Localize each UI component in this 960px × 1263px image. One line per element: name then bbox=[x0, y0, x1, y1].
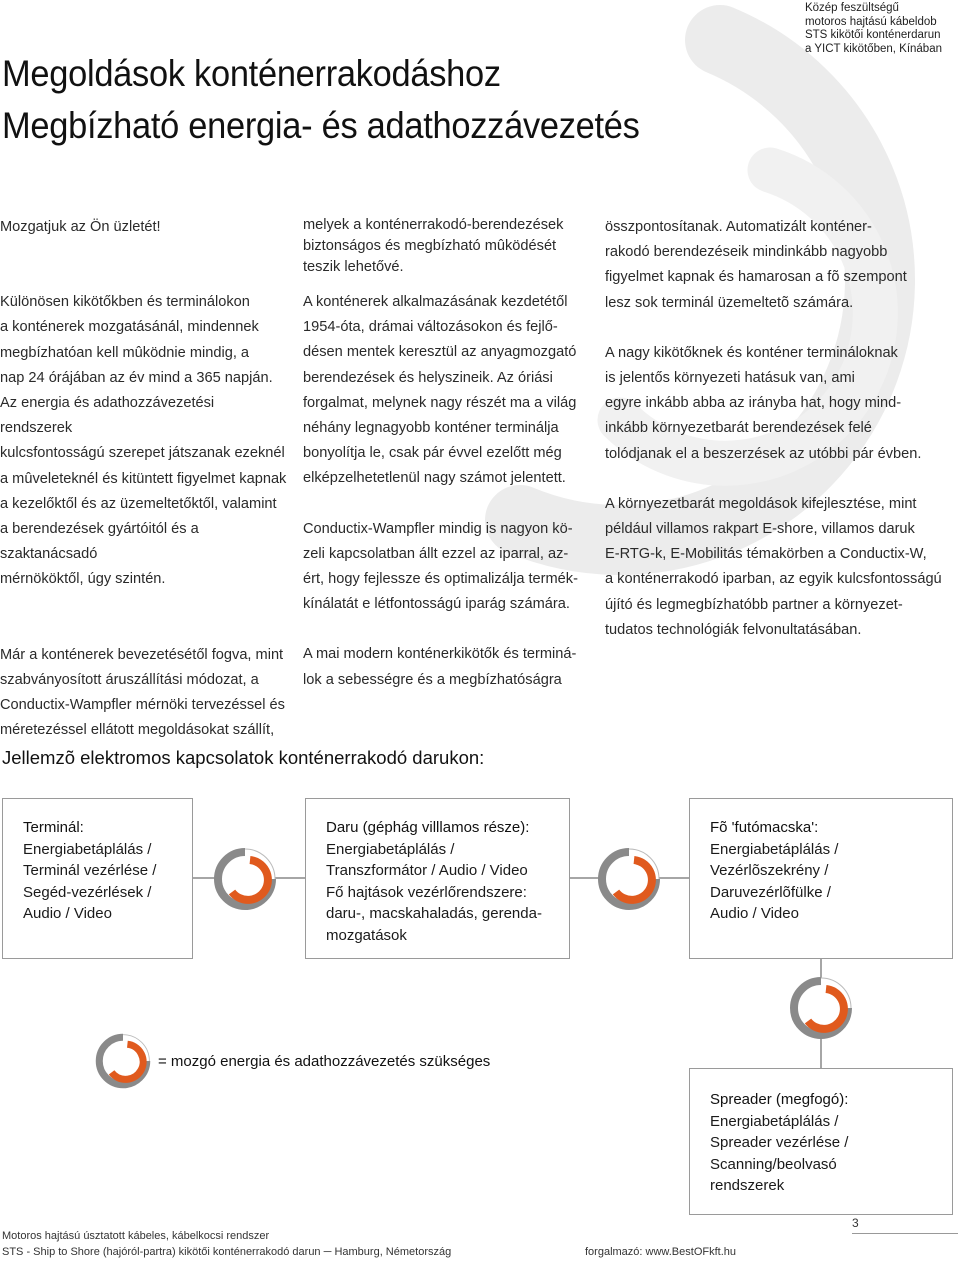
box-title: Daru (géphág villlamos része): bbox=[326, 819, 530, 836]
paragraph-line: tolódjanak el a beszerzések az utóbbi pár évben. bbox=[605, 445, 922, 462]
paragraph-line: A konténerek alkalmazásának kezdetétől bbox=[303, 294, 568, 310]
paragraph-line: kínálatát e létfontosságú iparág számára. bbox=[303, 596, 570, 613]
lead-text: Mozgatjuk az Ön üzletét! bbox=[0, 219, 161, 235]
box-line: Energiabetáplálás / bbox=[23, 840, 152, 858]
connection-ring-icon bbox=[596, 846, 662, 912]
box-line: rendszerek bbox=[710, 1177, 785, 1194]
paragraph-line: biztonságos és megbízható mûködését bbox=[303, 238, 557, 254]
paragraph-line: is jelentős környezeti hatásuk van, ami bbox=[605, 370, 855, 387]
paragraph-line: lok a sebességre és a megbízhatóságra bbox=[303, 671, 562, 688]
paragraph-line: A mai modern konténerkikötők és terminá- bbox=[303, 646, 577, 663]
box-line: Energiabetáplálás / bbox=[710, 840, 839, 858]
page-number-rule bbox=[852, 1233, 958, 1234]
box-line: Scanning/beolvasó bbox=[710, 1155, 837, 1173]
paragraph-line: teszik lehetővé. bbox=[303, 259, 404, 275]
caption-line: STS kikötői konténerdarun bbox=[804, 29, 941, 41]
box-line: Audio / Video bbox=[710, 905, 799, 922]
paragraph-line: Conductix-Wampfler mindig is nagyon kö- bbox=[303, 520, 573, 537]
paragraph-line: például villamos rakpart E-shore, villamos daruk bbox=[605, 521, 915, 538]
box-line: Spreader vezérlése / bbox=[710, 1134, 849, 1151]
paragraph-line: bonyolítja le, csak pár évvel ezelőtt még bbox=[303, 445, 562, 462]
box-line: mozgatások bbox=[326, 926, 407, 944]
paragraph-line: ért, hogy fejlessze és optimalizálja termék- bbox=[303, 571, 578, 588]
page-title: Megoldások konténerrakodáshoz bbox=[2, 53, 501, 94]
terminal-box bbox=[2, 798, 193, 959]
paragraph-line: 1954-óta, drámai változásokon és fejlő- bbox=[303, 319, 558, 336]
paragraph-line: mérnököktől, úgy szintén. bbox=[0, 571, 166, 588]
paragraph-line: rakodó berendezéseik mindinkább nagyobb bbox=[605, 244, 888, 261]
box-line: Daruvezérlõfülke / bbox=[710, 883, 831, 901]
paragraph-line: melyek a konténerrakodó-berendezések bbox=[303, 217, 564, 233]
paragraph-line: Conductix-Wampfler mérnöki tervezéssel és bbox=[0, 697, 285, 714]
paragraph-line: Különösen kikötőkben és terminálokon bbox=[0, 294, 250, 311]
paragraph-line: a konténerrakodó iparban, az egyik kulcsfontosságú bbox=[605, 571, 942, 588]
crane-box bbox=[305, 798, 570, 959]
caption-line: a YICT kikötőben, Kínában bbox=[804, 42, 942, 55]
paragraph-line: A nagy kikötőknek és konténer termináloknak bbox=[605, 344, 898, 361]
page-number: 3 bbox=[852, 1216, 859, 1230]
paragraph-line: a mûveleteknél és kitüntett figyelmet kapnak bbox=[0, 470, 287, 487]
paragraph-line: E-RTG-k, E-Mobilitás témakörben a Conductix-W, bbox=[605, 546, 927, 563]
box-title: Terminál: bbox=[23, 819, 84, 836]
paragraph-line: inkább környezetbarát berendezések felé bbox=[605, 420, 872, 437]
footer-line-1: Motoros hajtású úsztatott kábeles, kábelkocsi rendszer bbox=[2, 1230, 270, 1242]
legend-text: = mozgó energia és adathozzávezetés szükséges bbox=[158, 1053, 491, 1070]
box-title: Spreader (megfogó): bbox=[710, 1091, 849, 1108]
box-line: Transzformátor / Audio / Video bbox=[326, 862, 528, 879]
box-line: Fő hajtások vezérlőrendszere: bbox=[326, 883, 527, 901]
connection-ring-icon bbox=[212, 846, 278, 912]
box-line: daru-, macskahaladás, gerenda- bbox=[326, 905, 542, 922]
box-line: Vezérlõszekrény / bbox=[710, 862, 829, 879]
paragraph-line: újító és legmegbízhatóbb partner a környezet- bbox=[605, 596, 903, 613]
paragraph-line: a berendezések gyártóitól és a szaktanácsadó bbox=[0, 521, 199, 563]
paragraph-line: a konténerek mozgatásánál, mindennek bbox=[0, 319, 259, 336]
main-trolley-box bbox=[689, 798, 953, 959]
paragraph-line: figyelmet kapnak és hamarosan a fõ szempont bbox=[605, 269, 907, 286]
caption-line: Közép feszültségű bbox=[804, 2, 899, 14]
paragraph-line: nap 24 órájában az év mind a 365 napján. bbox=[0, 369, 273, 386]
paragraph-line: méretezéssel ellátott megoldásokat szállít, bbox=[0, 722, 275, 739]
paragraph-line: lesz sok terminál üzemeltetõ számára. bbox=[605, 294, 854, 311]
diagram-section-title: Jellemzõ elektromos kapcsolatok konténerrakodó darukon: bbox=[2, 747, 485, 768]
box-line: Terminál vezérlése / bbox=[23, 862, 157, 879]
footer-distributor: forgalmazó: www.BestOFkft.hu bbox=[585, 1246, 736, 1258]
paragraph-line: A környezetbarát megoldások kifejlesztése, mint bbox=[605, 495, 917, 512]
caption-line: motoros hajtású kábeldob bbox=[804, 15, 937, 28]
connection-ring-icon bbox=[788, 975, 854, 1041]
paragraph-line: zeli kapcsolatban állt ezzel az iparral, az- bbox=[303, 545, 569, 562]
box-line: Energiabetáplálás / bbox=[710, 1112, 839, 1130]
paragraph-line: összpontosítanak. Automatizált konténer- bbox=[605, 219, 872, 235]
paragraph-line: tudatos technológiák felvonultatásában. bbox=[605, 621, 862, 638]
box-line: Segéd-vezérlések / bbox=[23, 883, 152, 901]
box-title: Fõ 'futómacska': bbox=[710, 819, 819, 836]
paragraph-line: forgalmat, melynek nagy részét ma a világ bbox=[303, 394, 577, 411]
page-subtitle: Megbízható energia- és adathozzávezetés bbox=[2, 105, 640, 146]
paragraph-line: kulcsfontosságú szerepet játszanak ezeknél bbox=[0, 445, 285, 462]
legend-ring-icon bbox=[94, 1032, 152, 1090]
paragraph-line: désen mentek keresztül az anyagmozgató bbox=[303, 344, 577, 361]
footer-line-2: STS - Ship to Shore (hajóról-partra) kikötői konténerrakodó darun ─ Hamburg, Németország bbox=[2, 1246, 452, 1258]
spreader-box bbox=[689, 1068, 953, 1215]
box-line: Audio / Video bbox=[23, 905, 112, 922]
paragraph-line: szabványosított áruszállítási módozat, a bbox=[0, 671, 259, 688]
paragraph-line: Már a konténerek bevezetésétől fogva, mint bbox=[0, 646, 284, 663]
paragraph-line: néhány legnagyobb konténer terminálja bbox=[303, 420, 559, 437]
paragraph-line: berendezések és helyszineik. Az óriási bbox=[303, 369, 553, 386]
paragraph-line: egyre inkább abba az irányba hat, hogy mind- bbox=[605, 395, 902, 412]
paragraph-line: Az energia és adathozzávezetési rendszerek bbox=[0, 395, 215, 437]
paragraph-line: a kezelőktől és az üzemeltetőktől, valamint bbox=[0, 495, 277, 512]
paragraph-line: elképzelhetetlenül nagy számot jelentett. bbox=[303, 470, 566, 487]
paragraph-line: megbízhatóan kell mûködnie mindig, a bbox=[0, 344, 250, 361]
box-line: Energiabetáplálás / bbox=[326, 840, 455, 858]
